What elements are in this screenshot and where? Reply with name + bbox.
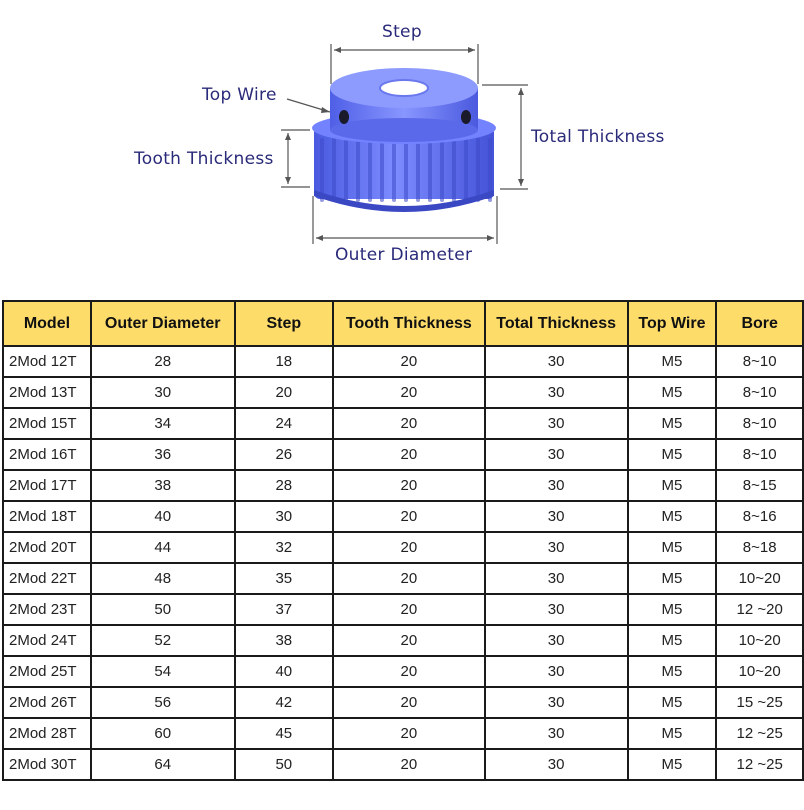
cell-step: 20 [235,377,333,408]
gear-tooth-gap [344,138,348,202]
cell-outer-diameter: 64 [91,749,235,780]
cell-tooth-thickness: 20 [333,656,485,687]
gear-tooth-gap [392,138,396,202]
cell-tooth-thickness: 20 [333,687,485,718]
cell-total-thickness: 30 [485,439,628,470]
cell-model: 2Mod 18T [3,501,91,532]
cell-step: 32 [235,532,333,563]
label-tooth-thickness: Tooth Thickness [134,149,274,169]
cell-total-thickness: 30 [485,377,628,408]
cell-model: 2Mod 25T [3,656,91,687]
cell-step: 24 [235,408,333,439]
cell-outer-diameter: 38 [91,470,235,501]
cell-outer-diameter: 50 [91,594,235,625]
gear-hub [330,68,478,142]
cell-bore: 8~10 [716,408,803,439]
cell-model: 2Mod 20T [3,532,91,563]
cell-bore: 8~15 [716,470,803,501]
cell-step: 38 [235,625,333,656]
cell-top-wire: M5 [628,749,717,780]
gear-tooth-gap [416,138,420,202]
cell-bore: 15 ~25 [716,687,803,718]
table-row [3,749,803,780]
cell-model: 2Mod 13T [3,377,91,408]
table-row [3,594,803,625]
cell-total-thickness: 30 [485,656,628,687]
cell-total-thickness: 30 [485,532,628,563]
cell-step: 45 [235,718,333,749]
cell-step: 42 [235,687,333,718]
cell-step: 40 [235,656,333,687]
cell-model: 2Mod 17T [3,470,91,501]
spec-table [2,300,804,781]
cell-outer-diameter: 60 [91,718,235,749]
gear-tooth-gap [476,138,480,202]
cell-outer-diameter: 56 [91,687,235,718]
cell-outer-diameter: 28 [91,346,235,377]
cell-outer-diameter: 44 [91,532,235,563]
col-header-outer-diameter: Outer Diameter [91,301,235,346]
label-step: Step [382,22,422,42]
label-outer-diameter: Outer Diameter [335,245,473,265]
gear-tooth-gap [428,138,432,202]
gear-tooth-gap [332,138,336,202]
cell-total-thickness: 30 [485,501,628,532]
set-screw-left [339,110,349,124]
cell-model: 2Mod 30T [3,749,91,780]
cell-tooth-thickness: 20 [333,532,485,563]
cell-total-thickness: 30 [485,408,628,439]
cell-tooth-thickness: 20 [333,625,485,656]
table-row [3,439,803,470]
cell-step: 18 [235,346,333,377]
table-row [3,625,803,656]
table-row [3,408,803,439]
cell-tooth-thickness: 20 [333,594,485,625]
label-top-wire: Top Wire [202,85,277,105]
gear-tooth-gap [440,138,444,202]
label-total-thickness: Total Thickness [531,127,665,147]
table-row [3,718,803,749]
cell-model: 2Mod 16T [3,439,91,470]
table-row [3,687,803,718]
cell-top-wire: M5 [628,656,717,687]
cell-top-wire: M5 [628,625,717,656]
cell-model: 2Mod 23T [3,594,91,625]
cell-bore: 8~10 [716,377,803,408]
cell-total-thickness: 30 [485,346,628,377]
cell-model: 2Mod 28T [3,718,91,749]
cell-tooth-thickness: 20 [333,501,485,532]
cell-total-thickness: 30 [485,718,628,749]
cell-top-wire: M5 [628,594,717,625]
cell-outer-diameter: 48 [91,563,235,594]
cell-tooth-thickness: 20 [333,749,485,780]
cell-model: 2Mod 26T [3,687,91,718]
cell-step: 30 [235,501,333,532]
table-row [3,346,803,377]
cell-total-thickness: 30 [485,563,628,594]
cell-bore: 12 ~25 [716,718,803,749]
cell-top-wire: M5 [628,687,717,718]
table-header-row [3,301,803,346]
cell-total-thickness: 30 [485,749,628,780]
col-header-bore: Bore [716,301,803,346]
gear-tooth-gap [380,138,384,202]
gear-tooth-gap [404,138,408,202]
cell-outer-diameter: 40 [91,501,235,532]
cell-top-wire: M5 [628,346,717,377]
table-body [3,346,803,780]
cell-step: 28 [235,470,333,501]
col-header-model: Model [3,301,91,346]
cell-model: 2Mod 15T [3,408,91,439]
cell-top-wire: M5 [628,563,717,594]
cell-outer-diameter: 34 [91,408,235,439]
cell-bore: 8~10 [716,346,803,377]
bore-hole [380,80,428,96]
gear-tooth-gap [368,138,372,202]
cell-total-thickness: 30 [485,625,628,656]
cell-outer-diameter: 36 [91,439,235,470]
cell-model: 2Mod 24T [3,625,91,656]
table-row [3,470,803,501]
col-header-top-wire: Top Wire [628,301,717,346]
cell-tooth-thickness: 20 [333,408,485,439]
set-screw-right [461,110,471,124]
cell-tooth-thickness: 20 [333,718,485,749]
cell-top-wire: M5 [628,377,717,408]
cell-bore: 12 ~20 [716,594,803,625]
cell-tooth-thickness: 20 [333,346,485,377]
cell-total-thickness: 30 [485,687,628,718]
cell-outer-diameter: 54 [91,656,235,687]
cell-bore: 12 ~25 [716,749,803,780]
cell-bore: 8~10 [716,439,803,470]
col-header-step: Step [235,301,333,346]
cell-top-wire: M5 [628,532,717,563]
gear-tooth-gap [452,138,456,202]
cell-bore: 10~20 [716,656,803,687]
cell-top-wire: M5 [628,501,717,532]
cell-step: 35 [235,563,333,594]
cell-step: 26 [235,439,333,470]
cell-tooth-thickness: 20 [333,563,485,594]
table-row [3,377,803,408]
cell-bore: 8~18 [716,532,803,563]
cell-step: 50 [235,749,333,780]
table-row [3,656,803,687]
col-header-total-thickness: Total Thickness [485,301,628,346]
cell-top-wire: M5 [628,408,717,439]
cell-total-thickness: 30 [485,594,628,625]
cell-outer-diameter: 52 [91,625,235,656]
cell-model: 2Mod 22T [3,563,91,594]
table-row [3,532,803,563]
gear-diagram [0,0,804,290]
cell-outer-diameter: 30 [91,377,235,408]
cell-bore: 8~16 [716,501,803,532]
cell-model: 2Mod 12T [3,346,91,377]
cell-top-wire: M5 [628,439,717,470]
cell-top-wire: M5 [628,718,717,749]
gear-tooth-gap [464,138,468,202]
gear-tooth-gap [356,138,360,202]
cell-step: 37 [235,594,333,625]
cell-total-thickness: 30 [485,470,628,501]
cell-tooth-thickness: 20 [333,377,485,408]
cell-top-wire: M5 [628,470,717,501]
cell-bore: 10~20 [716,563,803,594]
table-row [3,501,803,532]
col-header-tooth-thickness: Tooth Thickness [333,301,485,346]
table-row [3,563,803,594]
cell-tooth-thickness: 20 [333,439,485,470]
cell-bore: 10~20 [716,625,803,656]
cell-tooth-thickness: 20 [333,470,485,501]
